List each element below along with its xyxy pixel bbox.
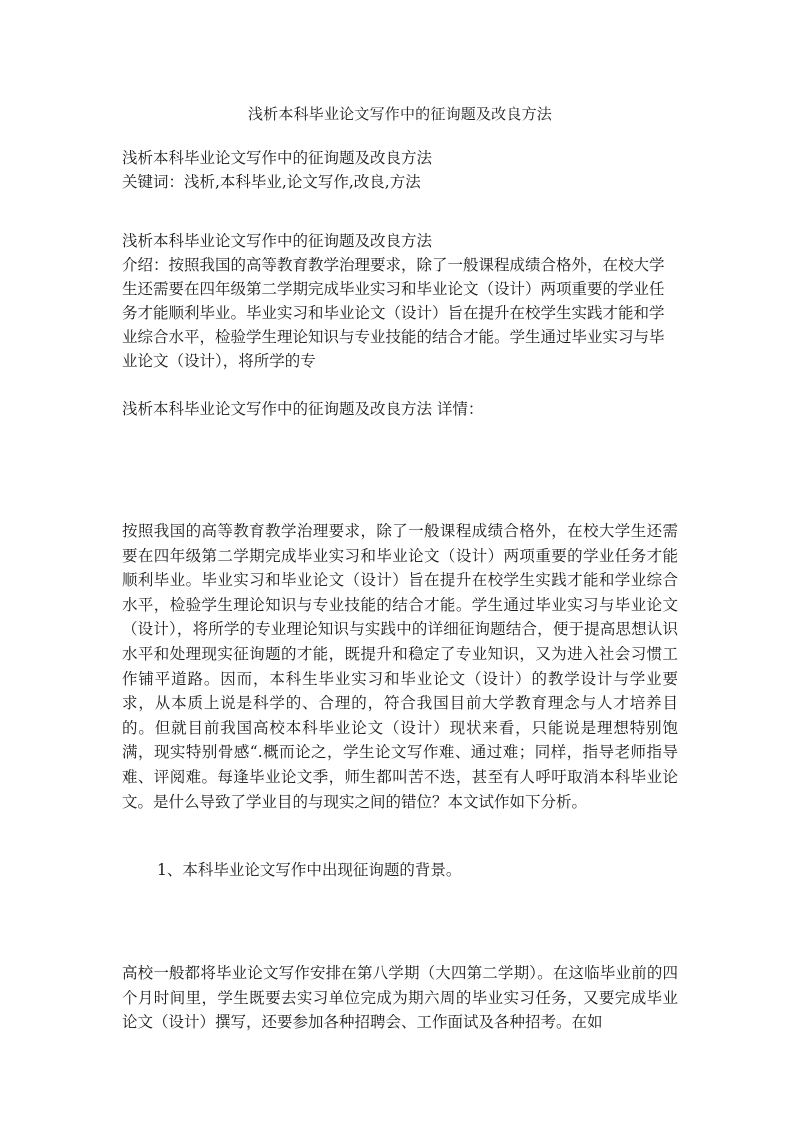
- document-title: 浅析本科毕业论文写作中的征询题及改良方法: [247, 105, 552, 123]
- details-label: 浅析本科毕业论文写作中的征询题及改良方法 详情：: [122, 400, 484, 418]
- intro-block: [122, 229, 678, 373]
- section-1-heading: 1、本科毕业论文写作中出现征询题的背景。: [157, 861, 462, 879]
- keywords-line: 关键词：浅析,本科毕业,论文写作,改良,方法: [122, 173, 421, 191]
- intro-heading: 浅析本科毕业论文写作中的征询题及改良方法: [122, 232, 433, 250]
- intro-text: 介绍：按照我国的高等教育教学治理要求，除了一般课程成绩合格外，在校大学生还需要在四年级第二学期完成毕业实习和毕业论文（设计）两项重要的学业任务才能顺利毕业。毕业实习和毕业论文（设计）旨在提升在校学生实践才能和学业综合水平，检验学生理论知识与专业技能的结合才能。学生通过毕业实习与毕业论文（设计），将所学的专: [122, 256, 665, 370]
- body-paragraph: 按照我国的高等教育教学治理要求，除了一般课程成绩合格外，在校大学生还需要在四年级第二学期完成毕业实习和毕业论文（设计）两项重要的学业任务才能顺利毕业。毕业实习和毕业论文（设计）旨在提升在校学生实践才能和学业综合水平，检验学生理论知识与专业技能的结合才能。学生通过毕业实习与毕业论文（设计），将所学的专业理论知识与实践中的详细征询题结合，便于提高思想认识水平和处理现实征询题的才能，既提升和稳定了专业知识，又为进入社会习惯工作铺平道路。因而，本科生毕业实习和毕业论文（设计）的教学设计与学业要求，从本质上说是科学的、合理的，符合我国目前大学教育理念与人才培养目的。但就目前我国高校本科毕业论文（设计）现状来看，只能说是理想特别饱满，现实特别骨感“.概而论之，学生论文写作难、通过难；同样，指导老师指导难、评阅难。每逢毕业论文季，师生都叫苦不迭，甚至有人呼吁取消本科毕业论文。是什么导致了学业目的与现实之间的错位？本文试作如下分析。: [122, 522, 678, 811]
- header-block: [122, 146, 678, 194]
- subtitle: 浅析本科毕业论文写作中的征询题及改良方法: [122, 149, 433, 167]
- section-1-text: 高校一般都将毕业论文写作安排在第八学期（大四第二学期）。在这临毕业前的四个月时间里，学生既要去实习单位完成为期六周的毕业实习任务，又要完成毕业论文（设计）撰写，还要参加各种招聘会、工作面试及各种招考。在如: [122, 964, 678, 1032]
